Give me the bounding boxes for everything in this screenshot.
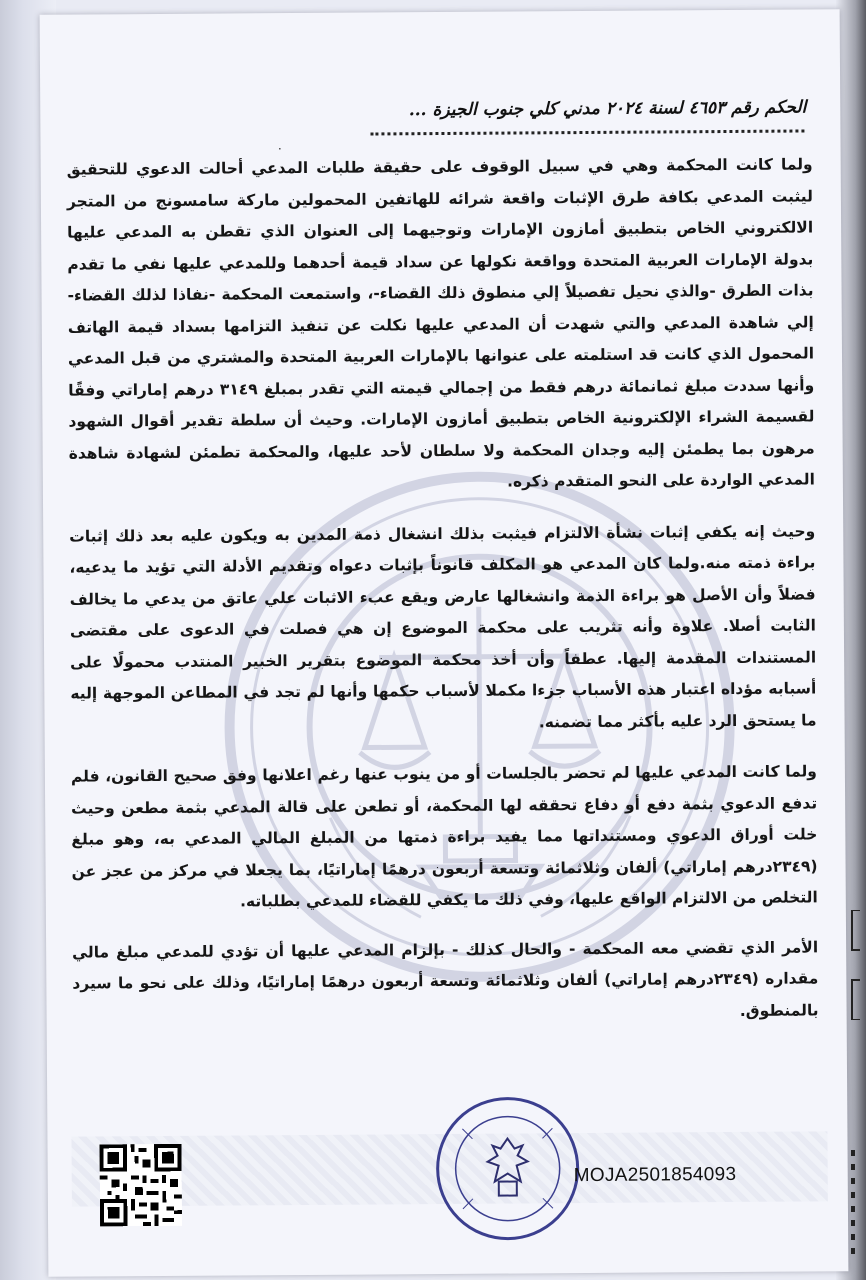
qr-code-icon: [99, 1144, 182, 1227]
case-reference-header: الحكم رقم ٤٦٥٣ لسنة ٢٠٢٤ مدني كلي جنوب الجيزة ...: [408, 97, 807, 121]
document-code: MOJA2501854093: [573, 1163, 737, 1187]
tick-mark-icon: ٠: [276, 141, 284, 156]
ministry-emblem-stamp-icon: [432, 1093, 583, 1244]
binding-mark-icon: [850, 910, 862, 1020]
document-page: [40, 9, 849, 1277]
header-divider: [370, 129, 804, 135]
judgment-body: [67, 149, 819, 1031]
paragraph-default: ولما كانت المدعي عليها لم تحضر بالجلسات أو من ينوب عنها رغم اعلانها وفق صحيح القانون، فلم تدفع الدعوي بثمة دفع أو دفاع تحققه لها المحكمة، أو تطعن على قالة المدعي بثمة مطعن وحيث خلت أوراق الدعوي ومستنداتها مما يفيد براءة ذمتها من المبلغ المالي المدعي به، وهو مبلغ (٢٣٤٩درهم إماراتي) ألفان وثلاثمائة وتسعة أربعون درهمًا إماراتيًا، بما يجعلا في مركز من عجز عن التخلص من الالتزام الواقع عليها، وفي ذلك ما يكفي للقضاء للمدعي بطلباته.: [70, 762, 818, 911]
paragraph-burden-of-proof: وحيث إنه يكفي إثبات نشأة الالتزام فيثبت بذلك انشغال ذمة المدين به ويكون عليه بعد ذلك إثبات براءة ذمته منه.ولما كان المدعي هو المكلف قانوناً بإثبات دعواه وتقديم الأدلة التي تؤيد ما يدعيه، فضلاً وأن الأصل هو براءة الذمة وانشغالها عارض ويقع عبء الاثبات علي عاتق من يدعي ما يخالف الثابت أصلا. علاوة وأنه تثريب على محكمة الموضوع إن هي فصلت في الدعوى على مقتضى المستندات المقدمة إليها. عطفاً وأن أخذ محكمة الموضوع بتقرير الخبير المنتدب محمولًا على أسبابه مؤداه اعتبار هذه الأسباب جزءا مكملا لأسباب حكمها وأنها لم تجد في المطاعن الموجهة إليه ما يستحق الرد عليه بأكثر مما تضمنه.: [69, 521, 817, 731]
edge-perforation-icon: [850, 1150, 856, 1270]
paragraph-testimony: ولما كانت المحكمة وهي في سبيل الوقوف على حقيقة طلبات المدعي أحالت الدعوي للتحقيق ليثبت المدعي بكافة طرق الإثبات واقعة شرائه للهاتفين المحمولين ماركة سامسونج من المتجر الالكتروني الخاص بتطبيق أمازون الإمارات وتوجيهما إلى العنوان الذي تقطن به المدعي عليها بدولة الإمارات العربية المتحدة وواقعة نكولها عن سداد قيمة أحدهما وللمدعي عليها نفي ما تقدم بذات الطرق -والذي نحيل تفصيلاً إلي منطوق ذلك القضاء-، واستمعت المحكمة -نفاذا لذلك القضاء- إلي شاهدة المدعي والتي شهدت أن المدعي عليها نكلت عن تنفيذ التزامها بسداد قيمة الهاتف المحمول الذي كانت قد استلمته على عنوانها بالإمارات العربية المتحدة والمشتري من قبل المدعي وأنها سددت مبلغ ثمانمائة درهم فقط من إجمالي قيمته التي تقدر بمبلغ ٣١٤٩ درهم إماراتي وفقًا لقسيمة الشراء الإلكترونية الخاص بتطبيق أمازون الإمارات. وحيث أن سلطة تقدير أقوال الشهود مرهون بما يطمئن إليه وجدان المحكمة ولا سلطان لأحد عليها، والمحكمة تطمئن لشهادة شاهدة المدعي الواردة على النحو المتقدم ذكره.: [66, 155, 815, 491]
paragraph-ruling: الأمر الذي تقضي معه المحكمة - والحال كذلك - بإلزام المدعي عليها أن تؤدي للمدعي مبلغ مالي مقداره (٢٣٤٩درهم إماراتي) ألفان وثلاثمائة وتسعة أربعون درهمًا إماراتيًا، وذلك على نحو ما سيرد بالمنطوق.: [72, 937, 819, 1020]
